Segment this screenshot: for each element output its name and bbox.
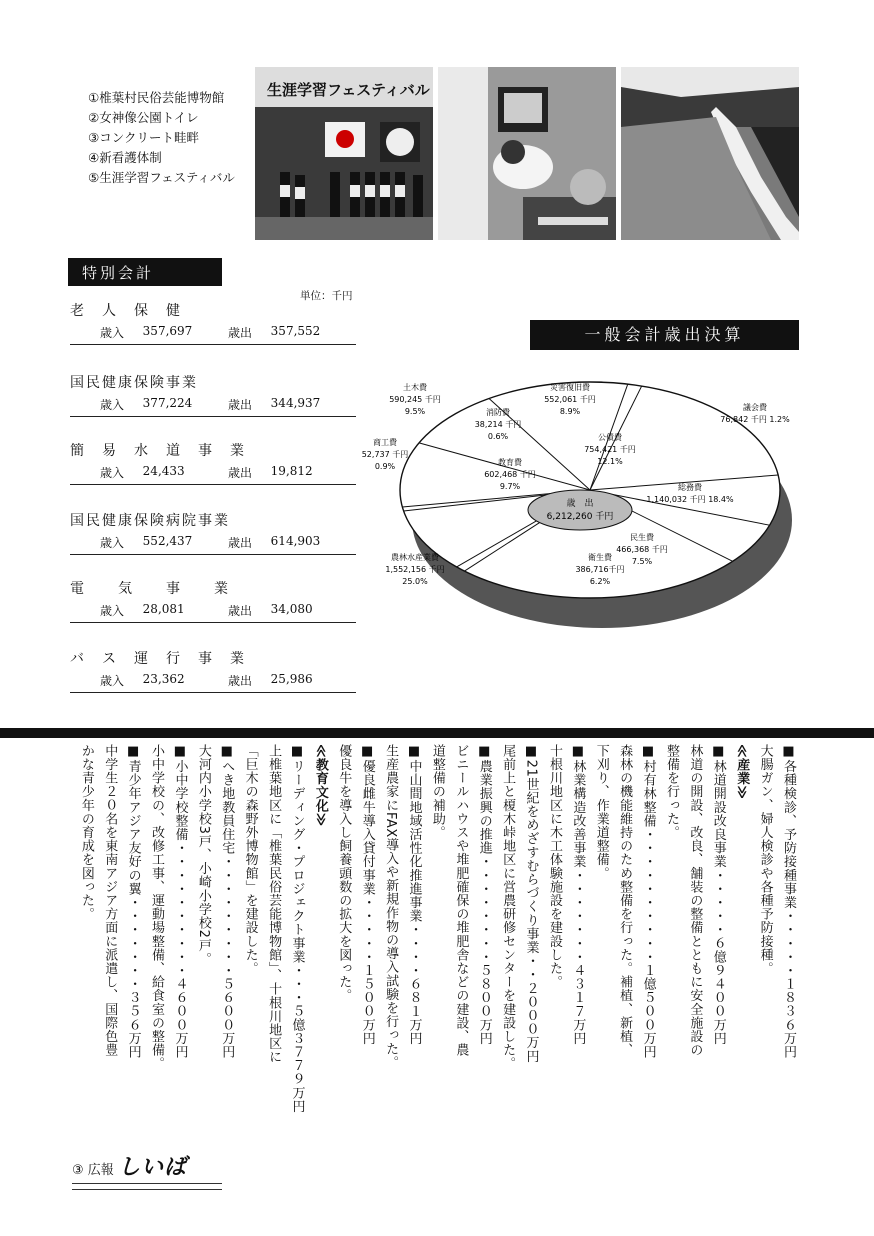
footer-label: 広報 xyxy=(87,1163,114,1178)
slice-label: 教育費 xyxy=(498,458,522,467)
slice-amount: 1,552,156 千円 xyxy=(385,565,445,574)
slice-label: 災害復旧費 xyxy=(550,383,590,392)
slice-label: 商工費 xyxy=(373,438,397,447)
body-line: 道整備の補助。 xyxy=(429,744,445,840)
body-line: ■林道開設改良事業・・・・・６億９４００万円 xyxy=(710,744,726,1046)
slice-percent: 9.7% xyxy=(499,482,521,491)
expense-value: 25,986 xyxy=(270,672,313,686)
expense-label: 歳出 xyxy=(228,536,253,550)
photo-concrete-ridge xyxy=(621,67,799,240)
body-line: かな青少年の育成を図った。 xyxy=(78,744,94,921)
body-line: ビニールハウスや堆肥確保の堆肥舎などの建設、農 xyxy=(453,744,469,1057)
slice-label: 総務費 xyxy=(678,483,702,492)
center-total: 6,212,260 千円 xyxy=(546,512,614,522)
expense-label: 歳出 xyxy=(228,326,253,340)
body-line: 小中学校の、改修工事、運動場整備、給食室の整備。 xyxy=(149,744,165,1071)
body-line: 整備を行った。 xyxy=(663,744,679,840)
special-account-header: 特別会計 xyxy=(68,258,222,286)
slice-label: 農林水産業費 xyxy=(391,553,439,562)
account-block xyxy=(70,300,356,345)
body-text xyxy=(78,744,800,1154)
section-heading: ≪教育文化≫ xyxy=(312,744,328,827)
slice-percent: 12.1% xyxy=(597,457,623,466)
caption-item: ①椎葉村民俗芸能博物館 xyxy=(88,90,225,105)
account-block xyxy=(70,372,356,417)
slice-percent: 8.9% xyxy=(559,407,581,416)
slice-label: 民生費 xyxy=(630,533,654,542)
body-line: 「巨木の森野外博物館」を建設した。 xyxy=(242,744,258,976)
body-line: 中学生２０名を東南アジア方面に派遣し、国際色豊 xyxy=(102,744,118,1057)
body-line: ■林業構造改善事業・・・・・・・４３１７万円 xyxy=(570,744,586,1046)
center-label: 歳 出 xyxy=(566,499,594,509)
caption-item: ②女神像公園トイレ xyxy=(88,110,199,125)
slice-amount: 52,737 千円 xyxy=(361,450,409,459)
photo-festival xyxy=(255,67,433,240)
account-block xyxy=(70,578,356,623)
pie-center xyxy=(528,490,632,530)
expense-label: 歳出 xyxy=(228,674,253,688)
revenue-value: 357,697 xyxy=(142,324,193,338)
body-line: ■青少年アジア友好の翼・・・・・・・３５６万円 xyxy=(125,744,141,1059)
body-line: ■中山間地域活性化推進事業・・・・６８１万円 xyxy=(406,744,422,1046)
slice-percent: 0.6% xyxy=(487,432,509,441)
account-figures xyxy=(70,392,356,417)
body-line: 下刈り、作業道整備。 xyxy=(593,744,609,880)
photo-captions xyxy=(88,88,248,188)
body-line: ■へき地教員住宅・・・・・・・・・５６００万円 xyxy=(219,744,235,1059)
slice-amount: 76,842 千円 1.2% xyxy=(720,415,790,424)
festival-banner: 生涯学習フェスティバル xyxy=(267,81,430,99)
slice-percent: 0.9% xyxy=(374,462,396,471)
unit-label: 単位：千円 xyxy=(300,290,353,302)
account-figures xyxy=(70,460,356,485)
photo-nursing xyxy=(438,67,616,240)
slice-label: 消防費 xyxy=(486,408,510,417)
revenue-value: 24,433 xyxy=(142,464,185,478)
slice-amount: 1,140,032 千円 18.4% xyxy=(646,495,734,504)
body-line: 十根川地区に木工体験施設を建設した。 xyxy=(546,744,562,989)
revenue-value: 552,437 xyxy=(142,534,193,548)
body-line: ■21世紀をめざすむらづくり事業・・２０００万円 xyxy=(523,744,539,1063)
slice-percent: 9.5% xyxy=(404,407,426,416)
slice-label: 土木費 xyxy=(403,383,427,392)
account-figures xyxy=(70,668,356,693)
body-line: ■各種検診、予防接種事業・・・・・１８３６万円 xyxy=(781,744,796,1059)
expenditure-pie-chart xyxy=(360,360,810,650)
slice-amount: 38,214 千円 xyxy=(474,420,522,429)
body-line: 尾前上と榎木峠地区に営農研修センターを建設した。 xyxy=(500,744,516,1071)
brand-logo: しいば xyxy=(117,1155,187,1180)
account-name: 国民健康保険事業 xyxy=(70,375,198,391)
body-line: 森林の機能維持のため整備を行った。補植、新植、 xyxy=(617,744,633,1057)
body-line: ■村有林整備・・・・・・・・・・１億５００万円 xyxy=(640,744,656,1059)
account-block xyxy=(70,510,356,555)
body-line: 優良牛を導入し飼養頭数の拡大を図った。 xyxy=(336,744,352,1003)
account-name: 老 人 保 健 xyxy=(70,303,182,319)
slice-amount: 602,468 千円 xyxy=(484,470,536,479)
account-name: 電 気 事 業 xyxy=(70,581,230,597)
slice-label: 議会費 xyxy=(743,403,767,412)
slice-amount: 754,421 千円 xyxy=(584,445,636,454)
body-line: 林道の開設、改良、舗装の整備とともに安全施設の xyxy=(687,744,703,1057)
revenue-label: 歳入 xyxy=(100,674,125,688)
slice-label: 衛生費 xyxy=(588,553,612,562)
revenue-value: 23,362 xyxy=(142,672,185,686)
slice-amount: 386,716千円 xyxy=(575,565,625,574)
revenue-label: 歳入 xyxy=(100,536,125,550)
chart-title: 一般会計歳出決算 xyxy=(530,320,799,350)
account-figures xyxy=(70,320,356,345)
section-divider xyxy=(0,728,874,738)
body-line: 上椎葉地区に「椎葉民俗芸能博物館」、十根川地区に xyxy=(266,744,282,1064)
footer-rule xyxy=(72,1183,222,1190)
body-line: ■優良雌牛導入貸付事業・・・・・１５００万円 xyxy=(359,744,375,1046)
footer xyxy=(72,1150,222,1190)
slice-percent: 7.5% xyxy=(631,557,653,566)
expense-value: 344,937 xyxy=(270,396,321,410)
slice-amount: 590,245 千円 xyxy=(389,395,441,404)
expense-value: 357,552 xyxy=(270,324,321,338)
expense-value: 614,903 xyxy=(270,534,321,548)
slice-percent: 25.0% xyxy=(402,577,428,586)
expense-label: 歳出 xyxy=(228,604,253,618)
slice-amount: 552,061 千円 xyxy=(544,395,596,404)
section-heading: ≪産業≫ xyxy=(734,744,750,800)
expense-value: 19,812 xyxy=(270,464,313,478)
revenue-label: 歳入 xyxy=(100,398,125,412)
account-figures xyxy=(70,598,356,623)
revenue-label: 歳入 xyxy=(100,604,125,618)
body-line: ■小中学校整備・・・・・・・・・・４６００万円 xyxy=(172,744,188,1059)
caption-item: ③コンクリート畦畔 xyxy=(88,130,199,145)
revenue-value: 377,224 xyxy=(142,396,193,410)
expense-label: 歳出 xyxy=(228,466,253,480)
account-name: 簡 易 水 道 事 業 xyxy=(70,443,246,459)
slice-amount: 466,368 千円 xyxy=(616,545,668,554)
revenue-value: 28,081 xyxy=(142,602,185,616)
account-name: 国民健康保険病院事業 xyxy=(70,513,230,529)
account-figures xyxy=(70,530,356,555)
page-number: ③ xyxy=(72,1163,84,1178)
body-line: 大腸ガン、婦人検診や各種予防接種。 xyxy=(757,744,773,976)
body-line: 生産農家にFAX導入や新規作物の導入試験を行った。 xyxy=(383,744,399,1070)
caption-item: ⑤生涯学習フェスティバル xyxy=(88,170,235,185)
account-block xyxy=(70,440,356,485)
body-line: 大河内小学校3戸、小崎小学校2戸。 xyxy=(195,744,211,966)
revenue-label: 歳入 xyxy=(100,326,125,340)
expense-value: 34,080 xyxy=(270,602,313,616)
revenue-label: 歳入 xyxy=(100,466,125,480)
expense-label: 歳出 xyxy=(228,398,253,412)
account-block xyxy=(70,648,356,693)
slice-label: 公債費 xyxy=(598,433,622,442)
body-line: ■農業振興の推進・・・・・・・・５８００万円 xyxy=(476,744,492,1046)
account-name: バ ス 運 行 事 業 xyxy=(70,651,246,667)
caption-item: ④新看護体制 xyxy=(88,150,162,165)
body-line: ■リーディング・プロジェクト事業・・・５億３７７９万円 xyxy=(289,744,305,1114)
slice-percent: 6.2% xyxy=(589,577,611,586)
